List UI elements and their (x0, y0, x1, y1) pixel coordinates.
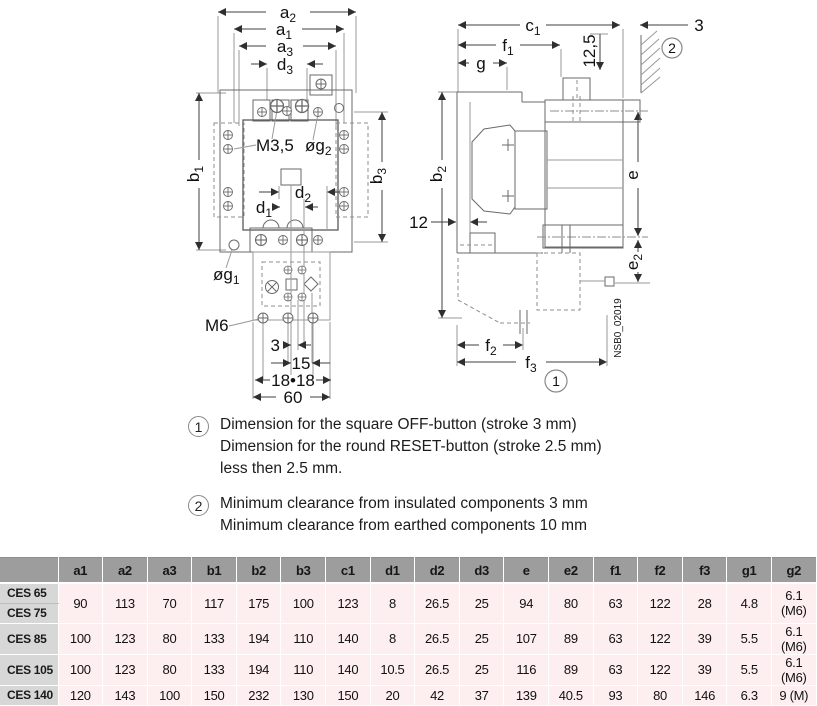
column-header: f1 (593, 558, 638, 584)
footnote-line: Dimension for the round RESET-button (stroke 2.5 mm) (220, 438, 602, 455)
screw-icon (297, 235, 308, 246)
dim-label-og1: $øg_1$ (213, 265, 240, 287)
table-cell: 143 (103, 685, 148, 705)
table-cell: 120 (58, 685, 103, 705)
table-cell: 100 (147, 685, 192, 705)
row-label: CES 85 (0, 623, 58, 654)
screw-icon (258, 108, 267, 117)
table-cell: 39 (682, 654, 727, 685)
screw-icon (308, 313, 318, 323)
row-label: CES 140 (0, 685, 58, 705)
dim-label-a3: $a_3$ (276, 37, 294, 59)
screw-icon (224, 188, 233, 197)
table-cell: 140 (326, 654, 371, 685)
table-cell: 80 (638, 685, 683, 705)
screw-icon (224, 145, 233, 154)
table-cell: 130 (281, 685, 326, 705)
screw-icon (340, 145, 349, 154)
column-header: f3 (682, 558, 727, 584)
table-cell: 93 (593, 685, 638, 705)
table-cell: 40.5 (549, 685, 594, 705)
table-cell: 133 (192, 654, 237, 685)
table-cell: 110 (281, 623, 326, 654)
screw-icon (296, 100, 309, 113)
column-header: d2 (415, 558, 460, 584)
footnote-1-text (220, 414, 602, 480)
screw-icon (283, 107, 292, 116)
column-header: d3 (459, 558, 504, 584)
row-label: CES 65 (0, 583, 58, 603)
footnote-line: Minimum clearance from earthed components 10 mm (220, 517, 587, 534)
screw-cross-icon (266, 281, 279, 294)
table-cell: 232 (236, 685, 281, 705)
side-view (409, 16, 704, 392)
dim-label-f1: $f_1$ (502, 36, 514, 58)
table-cell: 100 (281, 583, 326, 623)
table-row (0, 623, 816, 654)
table-cell: 5.5 (727, 654, 772, 685)
dim-label-f2: $f_2$ (485, 336, 497, 358)
footnote-line: less then 2.5 mm. (220, 460, 343, 477)
table-cell: 26.5 (415, 583, 460, 623)
dim-label-60: 60 (283, 388, 303, 407)
screw-icon (314, 108, 323, 117)
table-cell: 117 (192, 583, 237, 623)
table-cell: 9 (M) (772, 685, 817, 705)
dim-label-d2: $d_2$ (294, 183, 312, 205)
table-cell: 100 (58, 654, 103, 685)
table-cell: 113 (103, 583, 148, 623)
label-thread-m35: M3,5 (256, 136, 294, 155)
dim-label-a2: $a_2$ (279, 3, 297, 25)
screw-icon (271, 100, 284, 113)
table-cell: 4.8 (727, 583, 772, 623)
table-cell: 42 (415, 685, 460, 705)
screw-icon (298, 266, 306, 274)
label-thread-m6: M6 (205, 316, 229, 335)
note-2-badge-number: 2 (668, 40, 676, 56)
table-cell: 26.5 (415, 654, 460, 685)
dimensions-table (0, 557, 817, 706)
table-cell: 25 (459, 654, 504, 685)
screw-icon (340, 202, 349, 211)
column-header: a2 (103, 558, 148, 584)
dim-label-e: e (623, 170, 642, 180)
screw-icon (298, 293, 306, 301)
table-cell: 5.5 (727, 623, 772, 654)
screw-icon (284, 266, 292, 274)
dim-label-15: 15 (291, 354, 311, 373)
column-header: d1 (370, 558, 415, 584)
table-cell: 116 (504, 654, 549, 685)
table-cell: 80 (549, 583, 594, 623)
table-cell: 26.5 (415, 623, 460, 654)
table-cell: 194 (236, 623, 281, 654)
column-header: g1 (727, 558, 772, 584)
column-header: c1 (326, 558, 371, 584)
screw-icon (340, 188, 349, 197)
screw-icon (284, 293, 292, 301)
table-cell: 80 (147, 623, 192, 654)
table-cell: 123 (103, 623, 148, 654)
table-cell: 123 (103, 654, 148, 685)
table-cell: 39 (682, 623, 727, 654)
row-label: CES 105 (0, 654, 58, 685)
table-cell: 175 (236, 583, 281, 623)
table-cell: 80 (147, 654, 192, 685)
screw-icon (340, 131, 349, 140)
dim-label-3-clearance: 3 (694, 16, 704, 35)
column-header: b2 (236, 558, 281, 584)
dim-label-og2: $øg_2$ (305, 136, 332, 158)
front-view (184, 3, 389, 407)
dim-label-c1: $c_1$ (525, 16, 541, 38)
table-cell: 63 (593, 623, 638, 654)
table-cell: 110 (281, 654, 326, 685)
dim-label-d3: $d_3$ (276, 55, 294, 77)
table-cell: 6.1 (M6) (772, 654, 817, 685)
footnote-2-number: 2 (188, 495, 209, 516)
column-header: e (504, 558, 549, 584)
table-cell: 107 (504, 623, 549, 654)
footnote-1 (188, 414, 602, 480)
dim-label-b1: $b_1$ (184, 165, 206, 183)
footnote-1-number: 1 (188, 416, 209, 437)
table-cell: 133 (192, 623, 237, 654)
table-cell: 140 (326, 623, 371, 654)
table-cell: 37 (459, 685, 504, 705)
dim-label-b2: $b_2$ (427, 165, 449, 183)
column-header (0, 558, 58, 584)
dim-label-d1: $d_1$ (255, 198, 272, 220)
dim-label-a1: $a_1$ (275, 20, 293, 42)
table-cell: 6.1 (M6) (772, 623, 817, 654)
table-cell: 94 (504, 583, 549, 623)
footnote-line: Dimension for the square OFF-button (stroke 3 mm) (220, 416, 577, 433)
dim-label-18-18: 18•18 (271, 371, 315, 390)
dim-label-3: 3 (270, 336, 280, 355)
table-cell: 10.5 (370, 654, 415, 685)
note-1-badge-number: 1 (552, 373, 560, 389)
table-cell: 6.3 (727, 685, 772, 705)
dim-label-e2: $e_2$ (623, 253, 645, 271)
column-header: b3 (281, 558, 326, 584)
table-cell: 25 (459, 583, 504, 623)
table-cell: 63 (593, 654, 638, 685)
table-body (0, 583, 816, 705)
side-view-linework (431, 25, 688, 366)
footnotes (188, 414, 602, 550)
screw-icon (256, 235, 267, 246)
table-cell: 122 (638, 583, 683, 623)
column-header: g2 (772, 558, 817, 584)
column-header: e2 (549, 558, 594, 584)
table-cell: 194 (236, 654, 281, 685)
table-cell: 70 (147, 583, 192, 623)
screw-icon (316, 79, 326, 89)
table-cell: 90 (58, 583, 103, 623)
table-cell: 6.1 (M6) (772, 583, 817, 623)
table-cell: 89 (549, 654, 594, 685)
footnote-2 (188, 493, 602, 537)
table-cell: 122 (638, 654, 683, 685)
screw-icon (224, 202, 233, 211)
drawing-reference-watermark: NSB0_02019 (613, 298, 624, 358)
dim-label-b3: $b_3$ (367, 167, 389, 185)
dim-label-12: 12 (409, 213, 428, 232)
table-row (0, 583, 816, 603)
column-header: b1 (192, 558, 237, 584)
table-cell: 8 (370, 623, 415, 654)
screw-icon (224, 131, 233, 140)
screw-icon (279, 236, 288, 245)
table-cell: 122 (638, 623, 683, 654)
table-cell: 28 (682, 583, 727, 623)
table-cell: 25 (459, 623, 504, 654)
dim-label-f3: $f_3$ (525, 353, 537, 375)
table-cell: 8 (370, 583, 415, 623)
screw-icon (314, 236, 323, 245)
screw-icon (258, 313, 268, 323)
column-header: a1 (58, 558, 103, 584)
column-header: f2 (638, 558, 683, 584)
column-header: a3 (147, 558, 192, 584)
row-label: CES 75 (0, 603, 58, 623)
table-row (0, 685, 816, 705)
table-cell: 139 (504, 685, 549, 705)
table-row (0, 654, 816, 685)
table-cell: 63 (593, 583, 638, 623)
dim-label-g: g (476, 54, 486, 73)
table-cell: 123 (326, 583, 371, 623)
footnote-line: Minimum clearance from insulated components 3 mm (220, 495, 588, 512)
table-cell: 20 (370, 685, 415, 705)
table-cell: 89 (549, 623, 594, 654)
footnote-2-text (220, 493, 588, 537)
table-header-row (0, 558, 816, 584)
table-cell: 150 (192, 685, 237, 705)
table-cell: 150 (326, 685, 371, 705)
table-cell: 100 (58, 623, 103, 654)
table-cell: 146 (682, 685, 727, 705)
dim-label-12-5: 12,5 (580, 34, 599, 68)
screw-icon (283, 313, 293, 323)
